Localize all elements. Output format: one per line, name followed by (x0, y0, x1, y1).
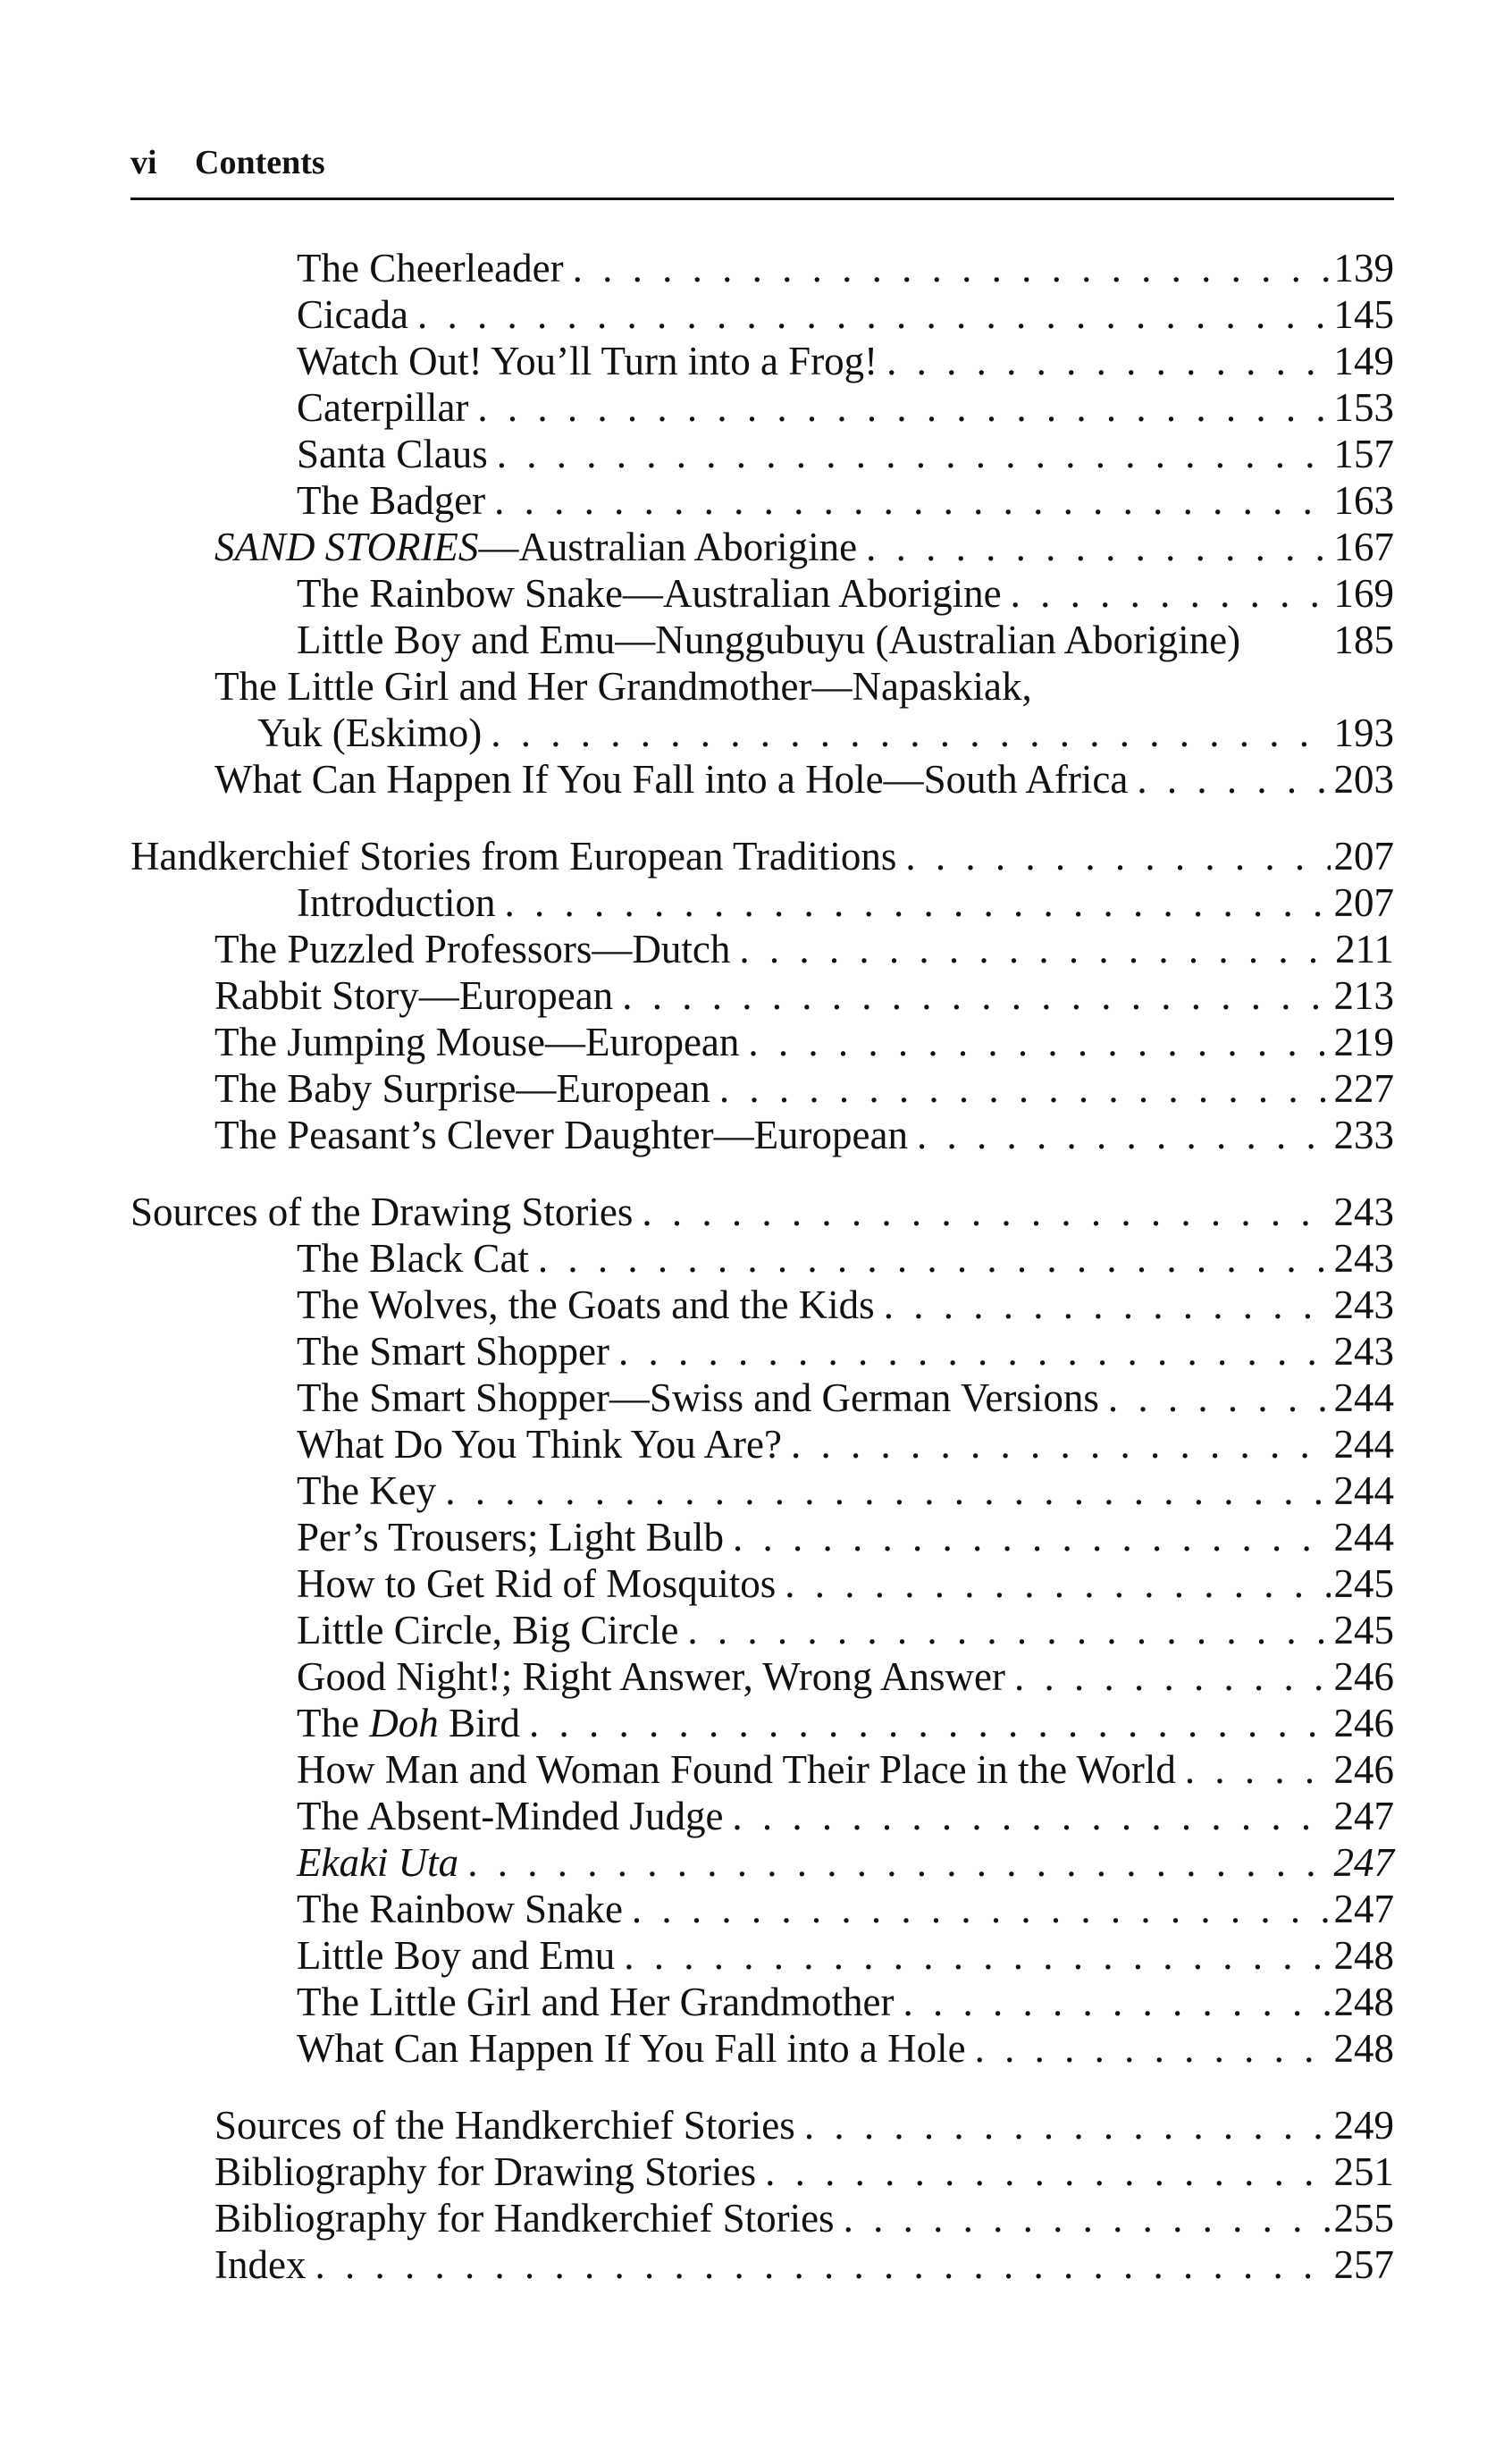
toc-entry-title (214, 756, 1128, 803)
toc-entry-title (297, 1700, 520, 1746)
toc-entry-title (297, 1375, 1099, 1421)
toc-page-number: 244 (1333, 1515, 1394, 1560)
toc-entry-title (297, 879, 495, 926)
toc-entry[interactable] (130, 245, 1394, 291)
toc-page-number: 246 (1333, 1701, 1394, 1745)
dot-leader (491, 710, 1330, 756)
toc-entry-title (214, 2102, 795, 2148)
toc-entry[interactable] (130, 1979, 1394, 2025)
toc-entry[interactable] (130, 756, 1394, 803)
dot-leader (905, 833, 1330, 879)
dot-leader (1014, 1653, 1330, 1700)
dot-leader (748, 1019, 1330, 1065)
toc-entry[interactable] (130, 972, 1394, 1019)
header-page-number: vi (130, 144, 157, 181)
toc-page-number: 247 (1333, 1840, 1394, 1885)
toc-page-number: 185 (1333, 618, 1394, 662)
dot-leader (739, 926, 1331, 972)
toc-entry-title (214, 1019, 739, 1065)
dot-leader (791, 1421, 1331, 1467)
toc-entry-title-text: Good Night!; Right Answer, Wrong Answer (297, 1654, 1006, 1699)
toc-entry-title-italic: Ekaki Uta (297, 1840, 459, 1885)
toc-entry[interactable] (130, 1235, 1394, 1282)
toc-entry-title-text: The Cheerleader (297, 246, 564, 290)
toc-entry[interactable] (130, 524, 1394, 570)
toc-entry-title (297, 431, 488, 477)
toc-entry-title-text: The Baby Surprise—European (214, 1066, 710, 1111)
dot-leader (866, 524, 1330, 570)
dot-leader (733, 1514, 1331, 1560)
toc-page-number: 244 (1333, 1468, 1394, 1513)
toc-entry[interactable] (130, 2025, 1394, 2072)
toc-entry[interactable] (130, 477, 1394, 524)
toc-page-number: 163 (1333, 478, 1394, 523)
toc-entry-title (130, 833, 896, 879)
toc-entry[interactable] (130, 1282, 1394, 1328)
dot-leader (1185, 1746, 1331, 1793)
toc-entry-title-text: The Rainbow Snake—Australian Aborigine (297, 571, 1002, 616)
toc-entry[interactable] (130, 663, 1394, 710)
dot-leader (529, 1700, 1331, 1746)
toc-entry-title-text: The Jumping Mouse—European (214, 1020, 740, 1064)
toc-entry-title (214, 2148, 756, 2195)
dot-leader (417, 291, 1331, 338)
toc-entry-title-text: The Key (297, 1468, 437, 1513)
dot-leader (765, 2148, 1330, 2195)
toc-entry[interactable] (130, 570, 1394, 617)
toc-entry-title (297, 2025, 966, 2072)
toc-entry-title (297, 1886, 623, 1932)
toc-entry[interactable] (130, 1746, 1394, 1793)
toc-entry[interactable] (130, 1065, 1394, 1112)
dot-leader (624, 1932, 1330, 1979)
dot-leader (1137, 756, 1330, 803)
toc-entry-title-text: The Smart Shopper—Swiss and German Versions (297, 1375, 1099, 1420)
toc-entry[interactable] (130, 291, 1394, 338)
toc-entry-title-text: Bibliography for Handkerchief Stories (214, 2196, 835, 2241)
dot-leader (917, 1112, 1331, 1158)
dot-leader (494, 477, 1330, 524)
toc-entry-title-text: Rabbit Story—European (214, 973, 614, 1018)
toc-entry-title (297, 291, 408, 338)
toc-page-number: 193 (1333, 711, 1394, 755)
toc-entry-continuation[interactable] (130, 710, 1394, 756)
toc-entry-title-text: The Puzzled Professors—Dutch (214, 927, 731, 971)
toc-entry[interactable] (130, 1793, 1394, 1839)
toc-entry[interactable] (130, 833, 1394, 879)
toc-entry[interactable] (130, 1112, 1394, 1158)
toc-entry[interactable] (130, 1700, 1394, 1746)
toc-page-number: 153 (1333, 385, 1394, 430)
toc-entry-title-text: The Rainbow Snake (297, 1887, 623, 1931)
toc-entry-title-text: Per’s Trousers; Light Bulb (297, 1515, 724, 1560)
dot-leader (1011, 570, 1331, 617)
toc-entry-title-text: Santa Claus (297, 432, 488, 476)
toc-entry-title-text: Sources of the Drawing Stories (130, 1190, 634, 1234)
dot-leader (785, 1560, 1330, 1607)
toc-entry[interactable] (130, 2148, 1394, 2195)
toc-page-number: 247 (1333, 1794, 1394, 1838)
toc-entry-title-text: Bibliography for Drawing Stories (214, 2149, 757, 2194)
toc-entry-title (297, 477, 485, 524)
toc-page-number: 167 (1333, 525, 1394, 569)
toc-entry[interactable] (130, 1467, 1394, 1514)
dot-leader (884, 1282, 1331, 1328)
toc-page-number: 257 (1333, 2242, 1394, 2287)
toc-page-number: 249 (1333, 2103, 1394, 2148)
toc-entry[interactable] (130, 1886, 1394, 1932)
dot-leader (804, 2102, 1331, 2148)
toc-page-number: 211 (1335, 927, 1394, 971)
toc-page-number: 207 (1333, 880, 1394, 925)
toc-page-number: 149 (1333, 339, 1394, 383)
toc-page-number: 246 (1333, 1654, 1394, 1699)
toc-page-number: 248 (1333, 1933, 1394, 1978)
toc-entry-title (297, 1282, 875, 1328)
dot-leader (618, 1328, 1331, 1375)
toc-entry-title-text: How Man and Woman Found Their Place in the World (297, 1747, 1176, 1792)
toc-entry-title (297, 1514, 724, 1560)
toc-entry-title-text: The Wolves, the Goats and the Kids (297, 1282, 875, 1327)
dot-leader (497, 431, 1331, 477)
dot-leader (445, 1467, 1330, 1514)
dot-leader (719, 1065, 1331, 1112)
toc-entry-title-text: Watch Out! You’ll Turn into a Frog! (297, 339, 878, 383)
toc-entry-title (214, 2195, 835, 2241)
toc-entry-title-text: Cicada (297, 292, 408, 337)
toc-page-number: 244 (1333, 1375, 1394, 1420)
toc-entry-title-text: Bird (438, 1701, 520, 1745)
toc-entry[interactable] (130, 2241, 1394, 2288)
toc-page-number: 203 (1333, 757, 1394, 802)
toc-entry-title (214, 1112, 908, 1158)
toc-page-number: 145 (1333, 292, 1394, 337)
dot-leader (886, 338, 1330, 384)
toc-page-number: 139 (1333, 246, 1394, 290)
toc-page-number: 219 (1333, 1020, 1394, 1064)
toc-entry[interactable] (130, 926, 1394, 972)
toc-page-number: 157 (1333, 432, 1394, 476)
toc-page-number: 245 (1333, 1561, 1394, 1606)
toc-entry[interactable] (130, 1932, 1394, 1979)
toc-entry[interactable] (130, 1607, 1394, 1653)
toc-entry-title-text: Introduction (297, 880, 496, 925)
toc-entry-title-text: What Can Happen If You Fall into a Hole—South Africa (214, 757, 1129, 802)
toc-page-number: 207 (1333, 834, 1394, 879)
toc-entry-title (297, 1746, 1176, 1793)
toc-entry-title (214, 926, 730, 972)
toc-entry-title-text: —Australian Aborigine (478, 525, 858, 569)
toc-entry-title-text: What Do You Think You Are? (297, 1422, 782, 1467)
toc-entry[interactable] (130, 1019, 1394, 1065)
toc-entry-title-text: Little Circle, Big Circle (297, 1608, 679, 1652)
toc-entry-title (297, 1653, 1005, 1700)
toc-entry[interactable] (130, 1560, 1394, 1607)
toc-entry-title (297, 245, 564, 291)
toc-entry[interactable] (130, 431, 1394, 477)
toc-page-number: 227 (1333, 1066, 1394, 1111)
toc-page-number: 213 (1333, 973, 1394, 1018)
toc-entry-title (130, 1189, 633, 1235)
toc-entry-title-text: The Little Girl and Her Grandmother (297, 1980, 895, 2024)
dot-leader (1108, 1375, 1331, 1421)
toc-page-number: 245 (1333, 1608, 1394, 1652)
toc-entry[interactable] (130, 1421, 1394, 1467)
toc-page-number: 246 (1333, 1747, 1394, 1792)
toc-entry-title-text: The Smart Shopper (297, 1329, 609, 1374)
dot-leader (573, 245, 1331, 291)
toc-page-number: 251 (1333, 2149, 1394, 2194)
dot-leader (622, 972, 1330, 1019)
dot-leader (975, 2025, 1331, 2072)
toc-entry[interactable] (130, 617, 1394, 663)
toc-entry[interactable] (130, 1189, 1394, 1235)
toc-entry-title (214, 972, 613, 1019)
running-header (130, 134, 1394, 200)
toc-entry-title (297, 1979, 895, 2025)
toc-entry-title (214, 1065, 710, 1112)
header-title: Contents (195, 144, 325, 181)
toc-entry-title (297, 338, 878, 384)
toc-entry-title-text: The Absent-Minded Judge (297, 1794, 724, 1838)
toc-entry[interactable] (130, 2195, 1394, 2241)
toc-page-number: 243 (1333, 1190, 1394, 1234)
dot-leader (632, 1886, 1331, 1932)
toc-entry[interactable] (130, 1328, 1394, 1375)
toc-entry-title-text: Handkerchief Stories from European Traditions (130, 834, 897, 879)
toc-entry-title (297, 1607, 678, 1653)
toc-entry[interactable] (130, 1514, 1394, 1560)
dot-leader (315, 2241, 1330, 2288)
toc-entry-title-text: How to Get Rid of Mosquitos (297, 1561, 777, 1606)
dot-leader (732, 1793, 1330, 1839)
toc-entry[interactable] (130, 1839, 1394, 1886)
toc-entry-title (297, 1235, 529, 1282)
toc-entry[interactable] (130, 2102, 1394, 2148)
toc-entry-title (297, 1932, 615, 1979)
toc-entry-title (297, 1467, 436, 1514)
table-of-contents (130, 245, 1394, 2288)
toc-entry-title (214, 2241, 306, 2288)
toc-entry-title (214, 524, 857, 570)
toc-entry-title (297, 1560, 776, 1607)
toc-page-number: 248 (1333, 2026, 1394, 2071)
toc-entry-title (297, 384, 468, 431)
toc-page-number: 255 (1333, 2196, 1394, 2241)
dot-leader (467, 1839, 1330, 1886)
dot-leader (538, 1235, 1331, 1282)
toc-entry-title (297, 1328, 609, 1375)
toc-entry-title-italic: Doh (369, 1701, 439, 1745)
toc-entry-title (297, 570, 1002, 617)
toc-page-number: 169 (1333, 571, 1394, 616)
toc-entry-title-prefix: The (297, 1701, 370, 1745)
toc-entry-title-text: Index (214, 2242, 307, 2287)
toc-entry-title-text: Little Boy and Emu—Nunggubuyu (Australian Aborigine) (297, 618, 1241, 662)
toc-entry[interactable] (130, 1375, 1394, 1421)
toc-entry-title-continued: Yuk (Eskimo) (257, 711, 483, 755)
toc-entry[interactable] (130, 384, 1394, 431)
toc-entry-title-text: The Peasant’s Clever Daughter—European (214, 1113, 908, 1157)
dot-leader (687, 1607, 1330, 1653)
dot-leader (642, 1189, 1330, 1235)
toc-entry-title-text: Caterpillar (297, 385, 469, 430)
toc-entry-title-text: The Black Cat (297, 1236, 529, 1281)
toc-entry[interactable] (130, 338, 1394, 384)
toc-entry-title-text: Little Boy and Emu (297, 1933, 616, 1978)
dot-leader (844, 2195, 1331, 2241)
toc-page-number: 247 (1333, 1887, 1394, 1931)
toc-entry-title (297, 617, 1240, 663)
toc-page-number: 243 (1333, 1236, 1394, 1281)
toc-page-number: 243 (1333, 1329, 1394, 1374)
toc-page-number: 243 (1333, 1282, 1394, 1327)
dot-leader (903, 1979, 1331, 2025)
toc-entry-title (297, 1793, 723, 1839)
toc-entry-title-text: Sources of the Handkerchief Stories (214, 2103, 795, 2148)
toc-page-number: 248 (1333, 1980, 1394, 2024)
toc-entry-title (297, 1839, 458, 1886)
dot-leader (477, 384, 1330, 431)
toc-entry-title (297, 1421, 782, 1467)
toc-entry-title: The Little Girl and Her Grandmother—Napaskiak, (214, 664, 1032, 709)
toc-entry-title-text: The Badger (297, 478, 486, 523)
dot-leader (504, 879, 1330, 926)
toc-page-number: 244 (1333, 1422, 1394, 1467)
toc-entry-title-italic: SAND STORIES (214, 525, 479, 569)
toc-entry-title-text: What Can Happen If You Fall into a Hole (297, 2026, 966, 2071)
toc-entry[interactable] (130, 1653, 1394, 1700)
toc-page-number: 233 (1333, 1113, 1394, 1157)
toc-entry[interactable] (130, 879, 1394, 926)
